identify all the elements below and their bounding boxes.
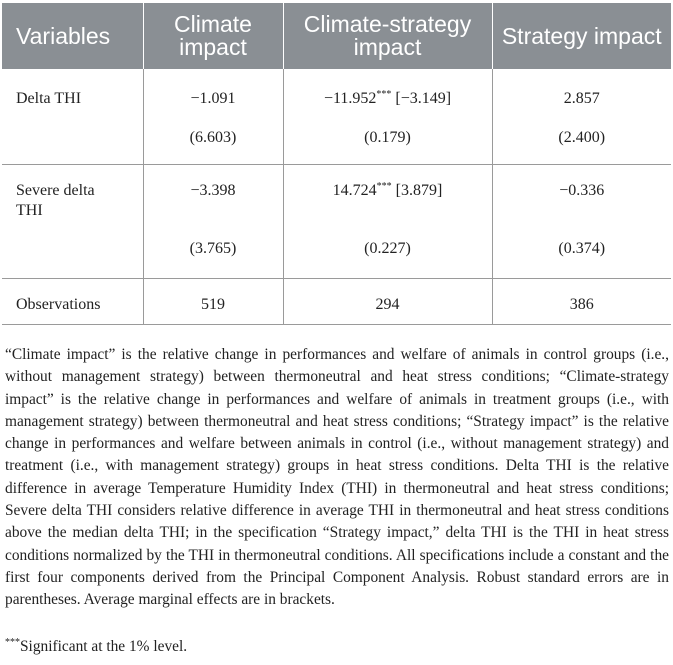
coefficient: −1.091 — [190, 90, 236, 107]
row-label — [2, 164, 143, 278]
cell-strategy — [492, 69, 671, 164]
cell-climate: 519 — [143, 278, 283, 324]
table-row — [2, 69, 671, 164]
marginal-effect: [−3.149] — [395, 90, 452, 107]
header-strategy-impact: Strategy impact — [492, 3, 671, 69]
standard-error: (0.374) — [558, 239, 606, 257]
coefficient: 14.724 — [332, 181, 377, 199]
significance-stars: *** — [5, 637, 20, 648]
significance-stars: *** — [376, 89, 392, 100]
header-variables: Variables — [2, 3, 143, 69]
significance-note — [5, 637, 187, 657]
standard-error: (0.227) — [364, 239, 411, 257]
standard-error: (0.179) — [364, 129, 411, 146]
table-row — [2, 164, 671, 278]
cell-strategy — [492, 164, 671, 278]
cell-climate — [143, 164, 283, 278]
standard-error: (3.765) — [189, 239, 237, 257]
coefficient: 2.857 — [563, 90, 600, 107]
row-label-text: Severe delta THI — [16, 181, 95, 219]
standard-error: (2.400) — [558, 129, 606, 146]
table-footnote — [5, 344, 669, 612]
row-label: Delta THI — [2, 69, 143, 164]
cell-climate-strategy: 294 — [283, 278, 492, 324]
row-label: Observations — [2, 278, 143, 324]
cell-strategy: 386 — [492, 278, 671, 324]
header-row — [2, 3, 671, 69]
cell-climate-strategy — [283, 164, 492, 278]
coefficient: −11.952 — [323, 90, 377, 107]
coefficient: −0.336 — [559, 181, 605, 199]
regression-table — [2, 3, 671, 325]
coefficient: −3.398 — [190, 181, 236, 199]
cell-climate — [143, 69, 283, 164]
cell-climate-strategy — [283, 69, 492, 164]
significance-stars: *** — [376, 180, 392, 192]
header-climate-impact: Climate impact — [143, 3, 283, 69]
marginal-effect: [3.879] — [395, 181, 443, 199]
standard-error: (6.603) — [189, 129, 237, 146]
significance-text: Significant at the 1% level. — [20, 638, 188, 655]
footnote-text: “Climate impact” is the relative change in performances and welfare of animals in control groups (i.e., without management strategy) between thermoneutral and heat stress conditions; “Climate-strategy impact” is the relative change in performances and welfare of animals in treatment groups (i.e., with management strategy) between thermoneutral and heat stress conditions; “Strategy impact” is the relative change in performances and welfare between animals in control (i.e., without management strategy) and treatment (i.e., with management strategy) groups in heat stress conditions. Delta THI is the relative difference in average Temperature Humidity Index (THI) in thermoneutral and heat stress conditions; Severe delta THI considers relative difference in average THI in thermoneutral and heat stress conditions above the median delta THI; in the specification “Strategy impact,” delta THI is the THI in heat stress conditions normalized by the THI in thermoneutral conditions. All specifications include a constant and the first four components derived from the Principal Component Analysis. Robust standard errors are in parentheses. Average marginal effects are in brackets. — [5, 346, 669, 609]
header-climate-strategy-impact: Climate-strategy impact — [283, 3, 492, 69]
table-row — [2, 278, 671, 324]
